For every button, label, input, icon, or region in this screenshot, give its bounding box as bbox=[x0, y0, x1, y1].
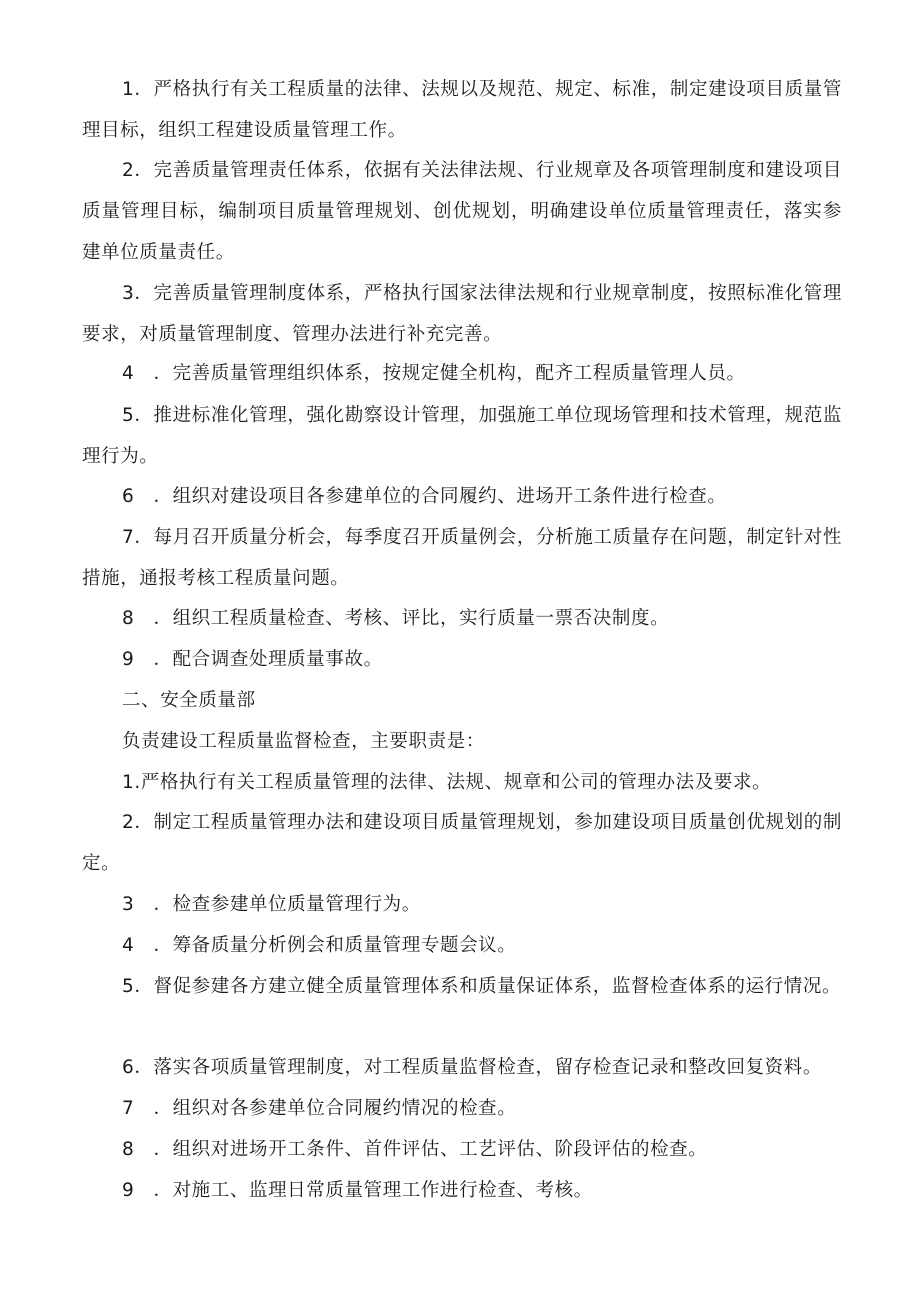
section1-item-8: 8 ．组织工程质量检查、考核、评比，实行质量一票否决制度。 bbox=[122, 608, 670, 629]
section2-intro: 负责建设工程质量监督检查，主要职责是： bbox=[122, 731, 485, 752]
section1-item-6: 6 ．组织对建设项目各参建单位的合同履约、进场开工条件进行检查。 bbox=[122, 486, 727, 507]
section2-item-5: 5．督促参建各方建立健全质量管理体系和质量保证体系，监督检查体系的运行情况。 bbox=[122, 976, 842, 997]
section1-item-1: 1．严格执行有关工程质量的法律、法规以及规范、规定、标准，制定建设项目质量管理目标，组织工程建设质量管理工作。 bbox=[82, 79, 842, 141]
section1-item-4: 4 ．完善质量管理组织体系，按规定健全机构，配齐工程质量管理人员。 bbox=[122, 363, 746, 384]
section1-item-5: 5．推进标准化管理，强化勘察设计管理，加强施工单位现场管理和技术管理，规范监理行为。 bbox=[82, 405, 842, 467]
section1-item-7: 7．每月召开质量分析会，每季度召开质量例会，分析施工质量存在问题，制定针对性措施，通报考核工程质量问题。 bbox=[82, 527, 842, 589]
section2-heading: 二、安全质量部 bbox=[122, 690, 256, 711]
section2-item-6: 6．落实各项质量管理制度，对工程质量监督检查，留存检查记录和整改回复资料。 bbox=[122, 1057, 822, 1078]
section2-item-9: 9 ．对施工、监理日常质量管理工作进行检查、考核。 bbox=[122, 1180, 593, 1201]
section1-item-3: 3．完善质量管理制度体系，严格执行国家法律法规和行业规章制度，按照标准化管理要求，对质量管理制度、管理办法进行补充完善。 bbox=[82, 283, 842, 345]
section2-item-2: 2．制定工程质量管理办法和建设项目质量管理规划，参加建设项目质量创优规划的制定。 bbox=[82, 812, 842, 874]
section2-item-8: 8 ．组织对进场开工条件、首件评估、工艺评估、阶段评估的检查。 bbox=[122, 1139, 708, 1160]
section2-item-3: 3 ．检查参建单位质量管理行为。 bbox=[122, 894, 421, 915]
section2-item-1: 1.严格执行有关工程质量管理的法律、法规、规章和公司的管理办法及要求。 bbox=[122, 772, 772, 793]
section1-item-9: 9 ．配合调查处理质量事故。 bbox=[122, 649, 383, 670]
section2-item-7: 7 ．组织对各参建单位合同履约情况的检查。 bbox=[122, 1098, 517, 1119]
section1-item-2: 2．完善质量管理责任体系，依据有关法律法规、行业规章及各项管理制度和建设项目质量管理目标，编制项目质量管理规划、创优规划，明确建设单位质量管理责任，落实参建单位质量责任。 bbox=[82, 160, 842, 263]
section2-item-4: 4 ．筹备质量分析例会和质量管理专题会议。 bbox=[122, 935, 517, 956]
